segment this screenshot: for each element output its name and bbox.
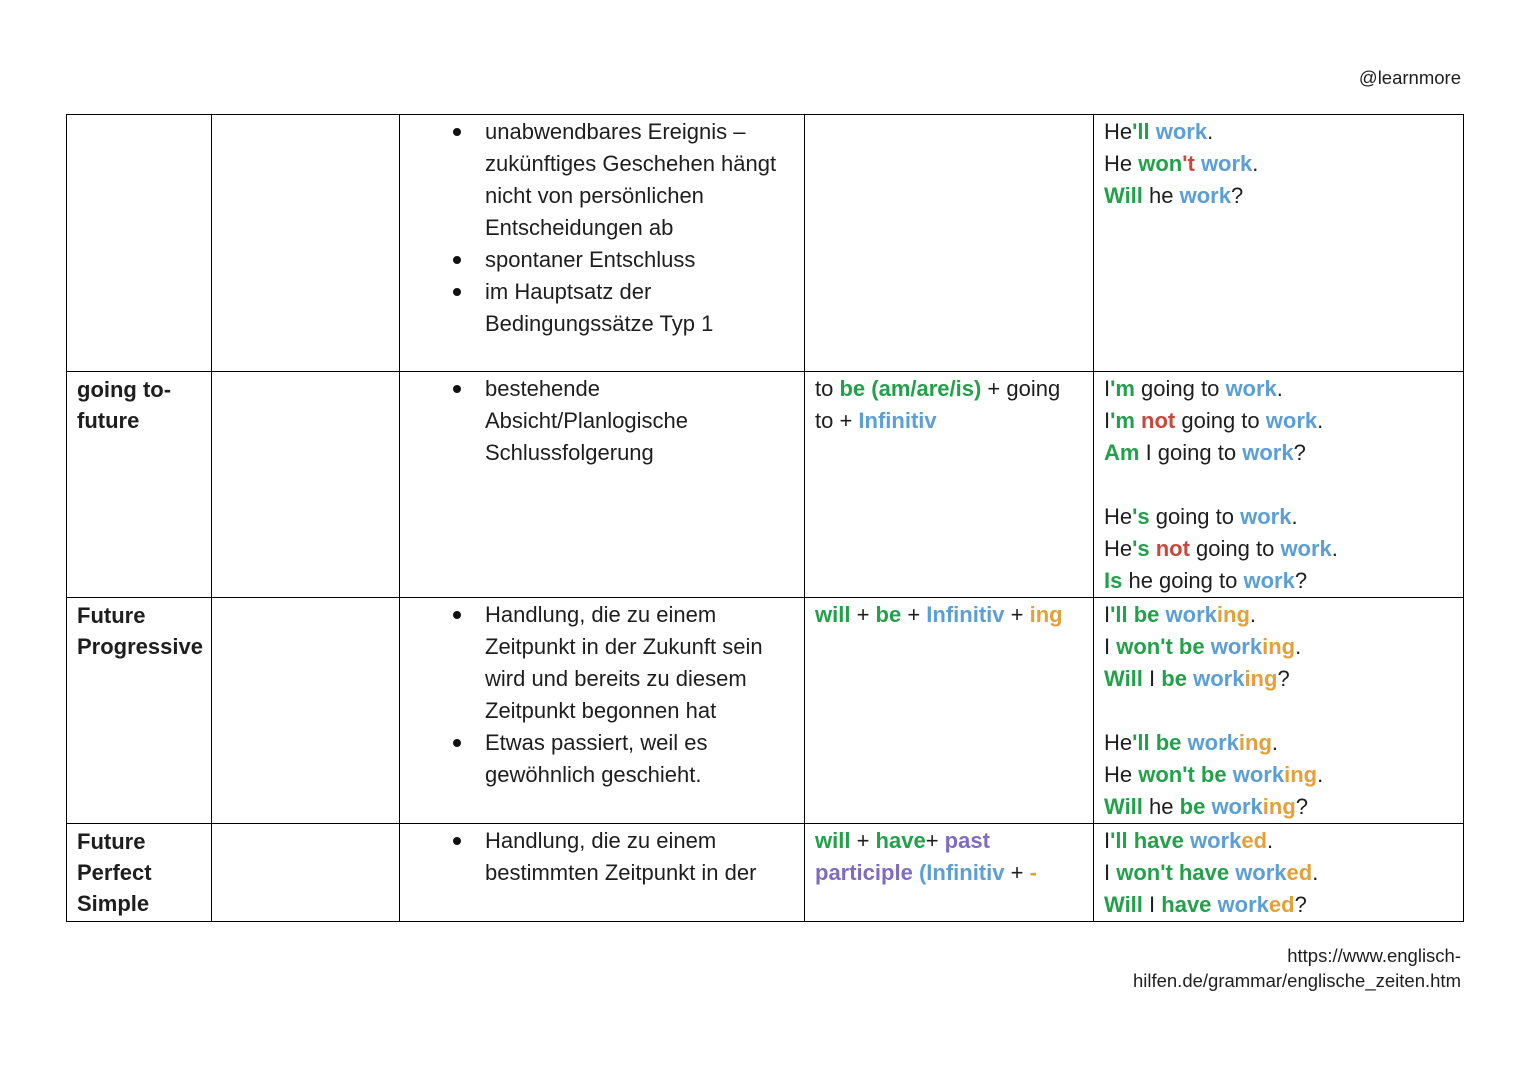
text-segment: I <box>1104 602 1111 627</box>
tense-cell <box>67 824 212 922</box>
form-formula <box>815 599 1083 631</box>
table-row <box>67 115 1464 372</box>
highlighted-segment: Will <box>1104 666 1143 691</box>
highlighted-segment: ing <box>1284 762 1318 787</box>
highlighted-segment: not <box>1155 536 1190 561</box>
usage-item <box>410 599 794 727</box>
text-line <box>1104 437 1453 469</box>
highlighted-segment: have <box>1133 828 1184 853</box>
highlighted-segment: 'm <box>1110 408 1135 433</box>
highlighted-segment: Will <box>1104 183 1143 208</box>
text-segment: . <box>1252 151 1259 176</box>
highlighted-segment: work <box>1210 634 1263 659</box>
highlighted-segment: past <box>944 828 990 853</box>
usage-item <box>410 116 794 244</box>
form-cell <box>805 824 1094 922</box>
tense-name: Future Progressive <box>77 603 203 659</box>
highlighted-segment: work <box>1190 828 1242 853</box>
usage-item <box>410 276 794 340</box>
text-line <box>1104 501 1453 533</box>
text-line <box>1104 695 1453 727</box>
text-segment: ? <box>1230 183 1244 208</box>
highlighted-segment: 'll <box>1110 602 1128 627</box>
highlighted-segment: be <box>1155 730 1182 755</box>
text-segment: . <box>1271 730 1279 755</box>
usage-item-text: Handlung, die zu einem bestimmten Zeitpunkt in der <box>485 828 757 885</box>
usage-item <box>410 244 794 276</box>
text-segment: he going to <box>1122 568 1244 593</box>
example-sentences <box>1104 116 1453 212</box>
text-segment: I <box>1142 666 1162 691</box>
text-line <box>1104 759 1453 791</box>
highlighted-segment: be (am/are/is) <box>839 376 982 401</box>
highlighted-segment: work <box>1193 666 1245 691</box>
text-segment: I <box>1104 634 1117 659</box>
examples-cell <box>1094 372 1464 598</box>
text-segment: to + <box>815 408 859 433</box>
text-line <box>1104 373 1453 405</box>
usage-list <box>410 599 794 791</box>
text-segment: I <box>1142 892 1162 917</box>
text-segment: He <box>1104 151 1139 176</box>
tenses-table <box>66 114 1464 922</box>
text-line <box>1104 631 1453 663</box>
text-segment: . <box>1207 119 1214 144</box>
tense-cell <box>67 372 212 598</box>
signal-words-cell <box>212 824 400 922</box>
tense-name <box>77 116 201 117</box>
highlighted-segment: 'll <box>1110 828 1128 853</box>
highlighted-segment: be <box>875 602 902 627</box>
bullet-icon <box>453 611 461 619</box>
text-line <box>1104 148 1453 180</box>
highlighted-segment: will <box>815 602 851 627</box>
source-link[interactable] <box>1133 943 1461 993</box>
form-formula <box>815 373 1083 437</box>
text-segment: + <box>925 828 945 853</box>
text-segment: ? <box>1294 892 1307 917</box>
tense-cell <box>67 598 212 824</box>
tense-name: going to- future <box>77 377 172 433</box>
example-sentences <box>1104 599 1453 823</box>
author-handle: @learnmore <box>1358 67 1461 88</box>
text-segment: . <box>1312 860 1319 885</box>
text-segment: he <box>1142 183 1180 208</box>
text-segment: I going to <box>1139 440 1243 465</box>
highlighted-segment: ed <box>1241 828 1268 853</box>
highlighted-segment: - <box>1029 860 1037 885</box>
form-cell <box>805 372 1094 598</box>
usage-list <box>410 116 794 340</box>
highlighted-segment: ing <box>1262 634 1296 659</box>
highlighted-segment: Will <box>1104 794 1143 819</box>
text-segment: + <box>850 828 876 853</box>
signal-words-cell <box>212 372 400 598</box>
text-segment: going to <box>1189 536 1281 561</box>
text-segment: ? <box>1295 794 1309 819</box>
highlighted-segment: work <box>1211 794 1263 819</box>
highlighted-segment: ing <box>1244 666 1278 691</box>
text-line <box>1104 791 1453 823</box>
highlighted-segment: not <box>1141 408 1176 433</box>
text-line <box>1104 533 1453 565</box>
highlighted-segment: ed <box>1286 860 1313 885</box>
bullet-icon <box>453 739 461 747</box>
bullet-icon <box>453 256 461 264</box>
text-line <box>815 373 1083 405</box>
highlighted-segment: will <box>815 828 851 853</box>
examples-cell <box>1094 115 1464 372</box>
text-segment: + <box>1004 860 1030 885</box>
text-line <box>1104 663 1453 695</box>
highlighted-segment: work <box>1225 376 1277 401</box>
highlighted-segment: work <box>1232 762 1285 787</box>
highlighted-segment: 'm <box>1110 376 1135 401</box>
text-segment: . <box>1267 828 1274 853</box>
bullet-icon <box>453 385 461 393</box>
text-line <box>1104 889 1453 921</box>
highlighted-segment: Will <box>1104 892 1143 917</box>
bullet-icon <box>453 288 461 296</box>
text-segment: ? <box>1277 666 1290 691</box>
highlighted-segment: work <box>1280 536 1332 561</box>
highlighted-segment: work <box>1217 892 1269 917</box>
usage-item <box>410 373 794 469</box>
highlighted-segment: work <box>1179 183 1231 208</box>
highlighted-segment: won't <box>1116 634 1173 659</box>
highlighted-segment: be <box>1178 634 1205 659</box>
form-formula <box>815 825 1083 889</box>
highlighted-segment: work <box>1187 730 1239 755</box>
usage-cell <box>400 372 805 598</box>
text-segment: . <box>1249 602 1257 627</box>
highlighted-segment: be <box>1161 666 1187 691</box>
highlighted-segment: 'll <box>1132 119 1150 144</box>
usage-item-text: unabwendbares Ereignis – zukünftiges Geschehen hängt nicht von persönlichen Entscheidungen ab <box>485 119 777 240</box>
text-segment: . <box>1276 376 1283 401</box>
usage-cell <box>400 598 805 824</box>
text-segment: . <box>1331 536 1338 561</box>
text-segment: to <box>815 376 840 401</box>
text-segment: + <box>1004 602 1030 627</box>
text-line <box>1104 405 1453 437</box>
bullet-icon <box>453 837 461 845</box>
highlighted-segment: ing <box>1238 730 1272 755</box>
usage-item <box>410 825 794 889</box>
highlighted-segment: Am <box>1104 440 1140 465</box>
highlighted-segment: work <box>1240 504 1292 529</box>
usage-cell <box>400 824 805 922</box>
text-segment: . <box>1295 634 1302 659</box>
highlighted-segment: be <box>1179 794 1206 819</box>
text-line <box>815 599 1083 631</box>
highlighted-segment: work <box>1242 440 1294 465</box>
text-segment: he <box>1142 794 1180 819</box>
highlighted-segment: 's <box>1132 504 1150 529</box>
text-segment: going to <box>1134 376 1226 401</box>
usage-item-text: Etwas passiert, weil es gewöhnlich geschieht. <box>485 730 708 787</box>
highlighted-segment: 's <box>1132 536 1150 561</box>
signal-words-cell <box>212 598 400 824</box>
highlighted-segment: Is <box>1104 568 1123 593</box>
highlighted-segment: work <box>1235 860 1287 885</box>
highlighted-segment: work <box>1200 151 1253 176</box>
text-line <box>815 825 1083 857</box>
example-sentences <box>1104 825 1453 921</box>
text-line <box>1104 599 1453 631</box>
highlighted-segment: won <box>1138 151 1183 176</box>
highlighted-segment: Infinitiv <box>858 408 937 433</box>
source-link-line[interactable]: https://www.englisch- <box>1287 945 1461 966</box>
text-segment: . <box>1317 408 1324 433</box>
text-segment: + <box>901 602 927 627</box>
text-line <box>1104 180 1453 212</box>
text-segment: I <box>1104 408 1111 433</box>
usage-item-text: im Hauptsatz der Bedingungssätze Typ 1 <box>485 279 714 336</box>
highlighted-segment: work <box>1265 408 1318 433</box>
highlighted-segment: 't <box>1182 151 1195 176</box>
highlighted-segment: work <box>1165 602 1217 627</box>
highlighted-segment: participle <box>815 860 913 885</box>
text-segment: + <box>850 602 876 627</box>
highlighted-segment: ing <box>1216 602 1250 627</box>
text-segment: He <box>1104 730 1133 755</box>
examples-cell <box>1094 824 1464 922</box>
text-segment: going to <box>1175 408 1266 433</box>
usage-list <box>410 825 794 889</box>
text-segment: + going <box>981 376 1061 401</box>
text-line <box>1104 116 1453 148</box>
text-segment: I <box>1104 828 1111 853</box>
table-row <box>67 824 1464 922</box>
text-line <box>1104 727 1453 759</box>
example-sentences <box>1104 373 1453 597</box>
highlighted-segment: ing <box>1262 794 1296 819</box>
table-row <box>67 372 1464 598</box>
highlighted-segment: be <box>1133 602 1160 627</box>
usage-item-text: bestehende Absicht/Planlogische Schlussfolgerung <box>485 376 689 465</box>
highlighted-segment: Infinitiv <box>926 602 1005 627</box>
highlighted-segment: 'll <box>1132 730 1150 755</box>
highlighted-segment: work <box>1243 568 1295 593</box>
text-segment: He <box>1104 536 1133 561</box>
signal-words-cell <box>212 115 400 372</box>
text-segment: I <box>1104 376 1111 401</box>
tense-cell <box>67 115 212 372</box>
highlighted-segment: ed <box>1268 892 1295 917</box>
bullet-icon <box>453 128 461 136</box>
highlighted-segment: work <box>1155 119 1208 144</box>
text-segment: He <box>1104 762 1139 787</box>
highlighted-segment: have <box>1178 860 1230 885</box>
text-segment: He <box>1104 119 1133 144</box>
text-line <box>1104 565 1453 597</box>
text-line <box>1104 825 1453 857</box>
usage-item <box>410 727 794 791</box>
text-segment: He <box>1104 504 1133 529</box>
highlighted-segment: ing <box>1029 602 1063 627</box>
highlighted-segment: have <box>875 828 926 853</box>
text-segment: going to <box>1149 504 1241 529</box>
usage-item-text: spontaner Entschluss <box>485 247 696 272</box>
highlighted-segment: won't <box>1116 860 1173 885</box>
text-segment: ? <box>1294 568 1308 593</box>
usage-list <box>410 373 794 469</box>
tense-name: Future Perfect Simple <box>77 829 152 916</box>
usage-item-text: Handlung, die zu einem Zeitpunkt in der Zukunft sein wird und bereits zu diesem Zeitpunkt begonnen hat <box>485 602 763 723</box>
examples-cell <box>1094 598 1464 824</box>
text-line <box>815 857 1083 889</box>
text-segment: ? <box>1293 440 1306 465</box>
form-cell <box>805 598 1094 824</box>
text-line <box>815 405 1083 437</box>
highlighted-segment: (Infinitiv <box>918 860 1005 885</box>
form-cell <box>805 115 1094 372</box>
table-row <box>67 598 1464 824</box>
text-line <box>1104 857 1453 889</box>
source-link-line[interactable]: hilfen.de/grammar/englische_zeiten.htm <box>1132 970 1461 991</box>
highlighted-segment: won't <box>1138 762 1195 787</box>
highlighted-segment: be <box>1200 762 1227 787</box>
highlighted-segment: have <box>1161 892 1212 917</box>
text-segment: . <box>1317 762 1324 787</box>
text-line <box>1104 469 1453 501</box>
text-segment: I <box>1104 860 1117 885</box>
usage-cell <box>400 115 805 372</box>
text-segment: . <box>1291 504 1298 529</box>
